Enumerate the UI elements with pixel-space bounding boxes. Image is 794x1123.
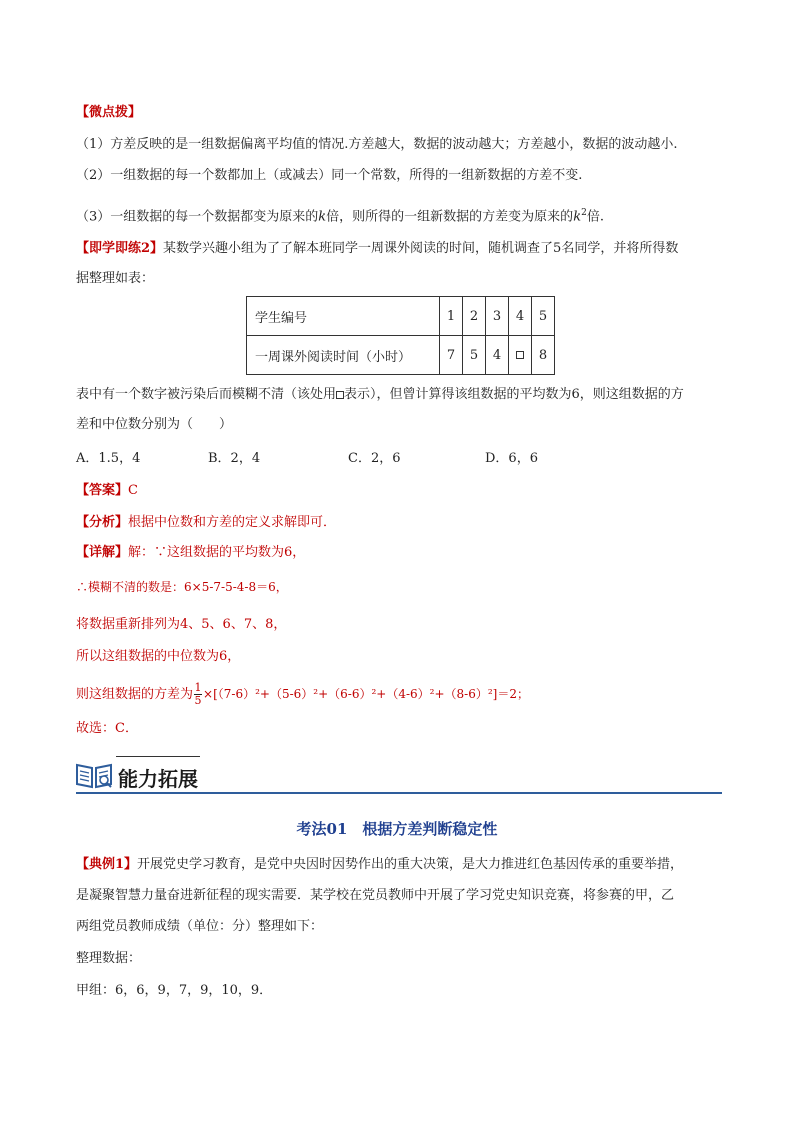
rearrange-line: 将数据重新排列为4、5、6、7、8，	[76, 617, 287, 632]
tip-point-1: （1）方差反映的是一组数据偏离平均值的情况.方差越大，数据的波动越大；方差越小，数据的波动越小.	[76, 137, 678, 152]
table-cell-blurred	[509, 336, 532, 375]
table-cell: 1	[440, 297, 463, 336]
option-a: A．1.5，4	[76, 451, 141, 466]
table-cell: 5	[532, 297, 555, 336]
fraction: $\frac{1}{5}$	[194, 681, 202, 707]
blurred-mark-icon	[516, 351, 524, 359]
question-line-1: 表中有一个数字被污染后而模糊不清（该处用 表示），但曾计算得该组数据的平均数为6，则这组数据的方	[76, 387, 684, 402]
table-cell: 3	[486, 297, 509, 336]
blurred-value-line: ∴模糊不清的数是：6×5-7-5-4-8＝6，	[76, 580, 288, 594]
example-line-3: 两组党员教师成绩（单位：分）整理如下：	[76, 919, 324, 934]
question-line-2: 差和中位数分别为（ ）	[76, 417, 233, 432]
median-line: 所以这组数据的中位数为6，	[76, 649, 241, 664]
blurred-mark-icon	[336, 391, 344, 399]
table-row	[247, 297, 555, 336]
exercise-line-1: 【即学即练2】某数学兴趣小组为了了解本班同学一周课外阅读的时间，随机调查了5名同学，并将所得数	[76, 241, 679, 256]
table-cell: 8	[532, 336, 555, 375]
tip-point-3: （3）一组数据的每一个数据都变为原来的k倍，则所得的一组新数据的方差变为原来的$k^2$倍.	[76, 208, 604, 225]
choose-line: 故选：C．	[76, 721, 138, 736]
tip-point-2: （2）一组数据的每一个数都加上（或减去）同一个常数，所得的一组新数据的方差不变.	[76, 168, 583, 183]
example-tag: 【典例1】	[76, 857, 138, 872]
option-b: B．2，4	[208, 451, 261, 466]
table-cell: 4	[486, 336, 509, 375]
table-header-label: 学生编号	[247, 297, 440, 336]
analysis-line: 【分析】根据中位数和方差的定义求解即可．	[76, 515, 337, 530]
answer-line: 【答案】C	[76, 483, 138, 498]
tip-title: 【微点拨】	[76, 105, 142, 120]
exercise-line-2: 据整理如表：	[76, 271, 155, 286]
example-line-4: 整理数据：	[76, 951, 142, 966]
example-line-5: 甲组：6，6，9，7，9，10，9．	[76, 983, 273, 998]
table-cell: 4	[509, 297, 532, 336]
detail-line: 【详解】解：∵这组数据的平均数为6，	[76, 545, 306, 560]
table-row-label: 一周课外阅读时间（小时）	[247, 336, 440, 375]
method-title: 考法01 根据方差判断稳定性	[296, 820, 498, 838]
option-d: D．6，6	[485, 451, 538, 466]
variance-line: 则这组数据的方差为 $\frac{1}{5}$ ×[（7-6）²+（5-6）²+（6-6）²+（4-6）²+（8-6）²]＝2；	[76, 681, 529, 707]
exercise-tag: 【即学即练2】	[76, 241, 164, 256]
open-book-icon	[74, 757, 114, 791]
table-cell: 5	[463, 336, 486, 375]
reading-time-table	[246, 296, 555, 375]
header-top-rule	[116, 756, 200, 757]
table-cell: 7	[440, 336, 463, 375]
example-line-2: 是凝聚智慧力量奋进新征程的现实需要．某学校在党员教师中开展了学习党史知识竞赛，将参赛的甲，乙	[76, 888, 675, 903]
header-bottom-rule	[76, 792, 722, 794]
table-cell: 2	[463, 297, 486, 336]
option-c: C．2，6	[348, 451, 401, 466]
section-title: 能力拓展	[118, 767, 198, 791]
example-line-1: 【典例1】开展党史学习教育，是党中央因时因势作出的重大决策，是大力推进红色基因传承的重要举措，	[76, 857, 684, 872]
table-row	[247, 336, 555, 375]
